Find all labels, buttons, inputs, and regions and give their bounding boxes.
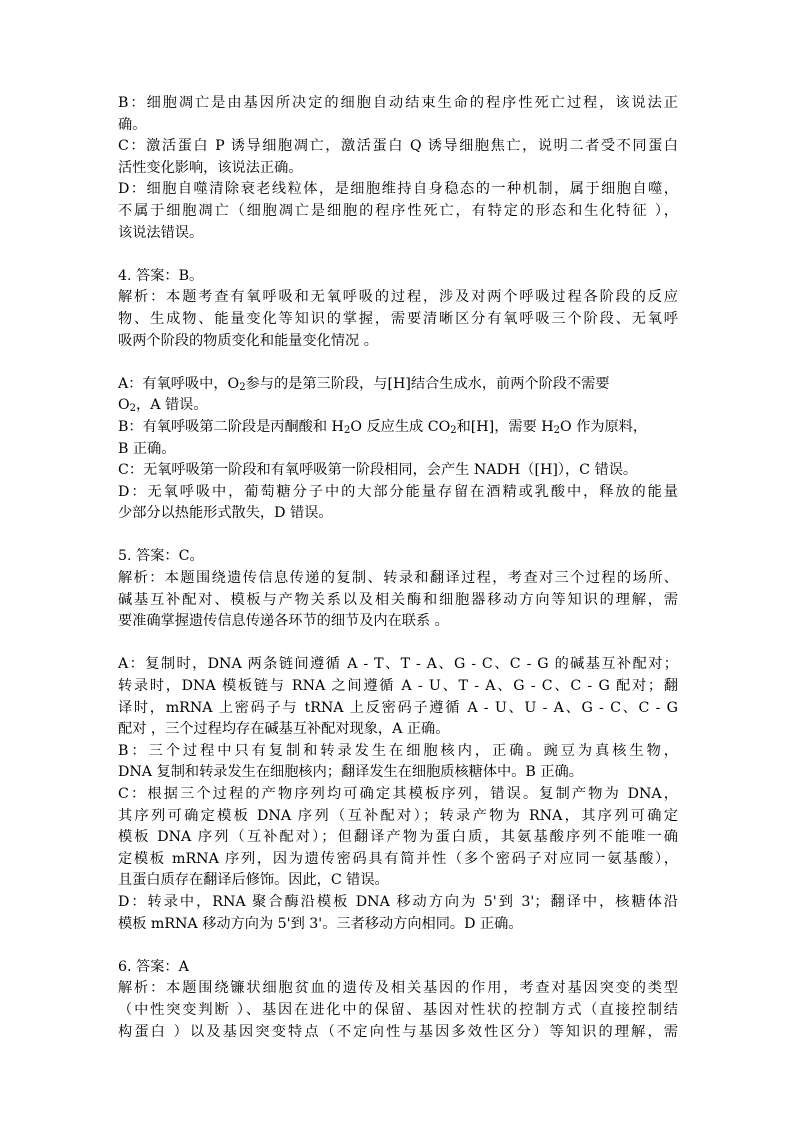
paragraph-gap xyxy=(118,525,678,547)
q5-option-a-line-3: 译时，mRNA 上密码子与 tRNA 上反密码子遵循 A - U、U - A、G - C、C - G xyxy=(118,699,678,716)
q5-option-c-line-4: 定模板 mRNA 序列，因为遗传密码具有简并性（多个密码子对应同一氨基酸）， xyxy=(118,850,678,867)
q4-option-d-line-2: 少部分以热能形式散失，D 错误。 xyxy=(118,505,333,522)
q5-option-c-line-1: C：根据三个过程的产物序列均可确定其模板序列，错误。复制产物为 DNA， xyxy=(118,786,678,802)
q4-option-b-line-2: B 正确。 xyxy=(118,440,176,457)
q4-option-c: C：无氧呼吸第一阶段和有氧呼吸第一阶段相同，会产生 NADH（[H]），C 错误。 xyxy=(118,462,638,479)
q4-option-a-line-1: A：有氧呼吸中，$O_2$参与的是第三阶段，与[H]结合生成水，前两个阶段不需要 xyxy=(118,375,610,393)
q5-option-c-line-2: 其序列可确定模板 DNA 序列（互补配对）；转录产物为 RNA，其序列可确定 xyxy=(118,807,678,824)
q4-analysis-line-2: 物、生成物、能量变化等知识的掌握，需要清晰区分有氧呼吸三个阶段、无氧呼 xyxy=(118,310,678,327)
q5-option-c-line-5: 且蛋白质存在翻译后修饰。因此，C 错误。 xyxy=(118,872,389,889)
q4-option-a-line-2: $O_2$，A 错误。 xyxy=(118,397,208,415)
q3-option-b-line-2: 确。 xyxy=(118,116,147,133)
q5-analysis-line-1: 解析：本题围绕遗传信息传递的复制、转录和翻译过程，考查对三个过程的场所、 xyxy=(118,570,678,587)
q6-analysis-line-3: 构蛋白 ）以及基因突变特点（不定向性与基因多效性区分）等知识的理解，需 xyxy=(118,1023,678,1040)
q4-answer: 4. 答案：B。 xyxy=(118,267,204,284)
q6-answer: 6. 答案：A xyxy=(118,958,189,975)
paragraph-gap xyxy=(118,244,678,266)
document-page xyxy=(118,93,678,1043)
q3-option-c-line-2: 活性变化影响，该说法正确。 xyxy=(118,159,303,176)
q5-option-b-line-2: DNA 复制和转录发生在细胞核内；翻译发生在细胞质核糖体中。B 正确。 xyxy=(118,764,583,781)
q5-option-a-line-1: A：复制时，DNA 两条链间遵循 A - T、T - A、G - C、C - G 的碱基互补配对； xyxy=(118,656,678,673)
paragraph-gap xyxy=(118,935,678,957)
q4-analysis-line-1: 解析：本题考查有氧呼吸和无氧呼吸的过程，涉及对两个呼吸过程各阶段的反应 xyxy=(118,289,678,306)
q3-option-b-line-1: B：细胞凋亡是由基因所决定的细胞自动结束生命的程序性死亡过程，该说法正 xyxy=(118,95,678,111)
q5-option-d-line-2: 模板 mRNA 移动方向为 5'到 3'。三者移动方向相同。D 正确。 xyxy=(118,915,523,932)
q5-option-d-line-1: D：转录中，RNA 聚合酶沿模板 DNA 移动方向为 5'到 3'；翻译中，核糖体沿 xyxy=(118,893,678,910)
q5-option-a-line-4: 配对 ，三个过程均存在碱基互补配对现象，A 正确。 xyxy=(118,721,450,738)
q4-option-d-line-1: D：无氧呼吸中，葡萄糖分子中的大部分能量存留在酒精或乳酸中，释放的能量 xyxy=(118,483,678,500)
q5-option-c-line-3: 模板 DNA 序列（互补配对）；但翻译产物为蛋白质，其氨基酸序列不能唯一确 xyxy=(118,829,678,846)
q6-analysis-line-1: 解析：本题围绕镰状细胞贫血的遗传及相关基因的作用，考查对基因突变的类型 xyxy=(118,980,678,997)
paragraph-gap xyxy=(118,352,678,374)
q6-analysis-line-2: （中性突变判断 ）、基因在进化中的保留、基因对性状的控制方式（直接控制结 xyxy=(118,1001,678,1018)
q5-option-b-line-1: B：三个过程中只有复制和转录发生在细胞核内，正确。豌豆为真核生物， xyxy=(118,742,678,759)
q3-option-c-line-1: C：激活蛋白 P 诱导细胞凋亡，激活蛋白 Q 诱导细胞焦亡，说明二者受不同蛋白 xyxy=(118,138,678,155)
q3-option-d-line-3: 该说法错误。 xyxy=(118,224,204,241)
q4-analysis-line-3: 吸两个阶段的物质变化和能量变化情况 。 xyxy=(118,332,378,349)
q5-analysis-line-2: 碱基互补配对、模板与产物关系以及相关酶和细胞器移动方向等知识的理解，需 xyxy=(118,591,678,608)
q4-option-b-line-1: B：有氧呼吸第二阶段是丙酮酸和 $H_2O$ 反应生成 $CO_2$和[H]，需要 $H_2O$ 作为原料， xyxy=(118,418,648,436)
paragraph-gap xyxy=(118,633,678,655)
q3-option-d-line-1: D：细胞自噬清除衰老线粒体，是细胞维持自身稳态的一种机制，属于细胞自噬， xyxy=(118,181,678,198)
q5-analysis-line-3: 要准确掌握遗传信息传递各环节的细节及内在联系 。 xyxy=(118,613,449,630)
q3-option-d-line-2: 不属于细胞凋亡（细胞凋亡是细胞的程序性死亡，有特定的形态和生化特征 ）， xyxy=(118,202,678,219)
q5-option-a-line-2: 转录时，DNA 模板链与 RNA 之间遵循 A - U、T - A、G - C、C - G 配对；翻 xyxy=(118,678,678,695)
q5-answer: 5. 答案：C。 xyxy=(118,548,204,565)
